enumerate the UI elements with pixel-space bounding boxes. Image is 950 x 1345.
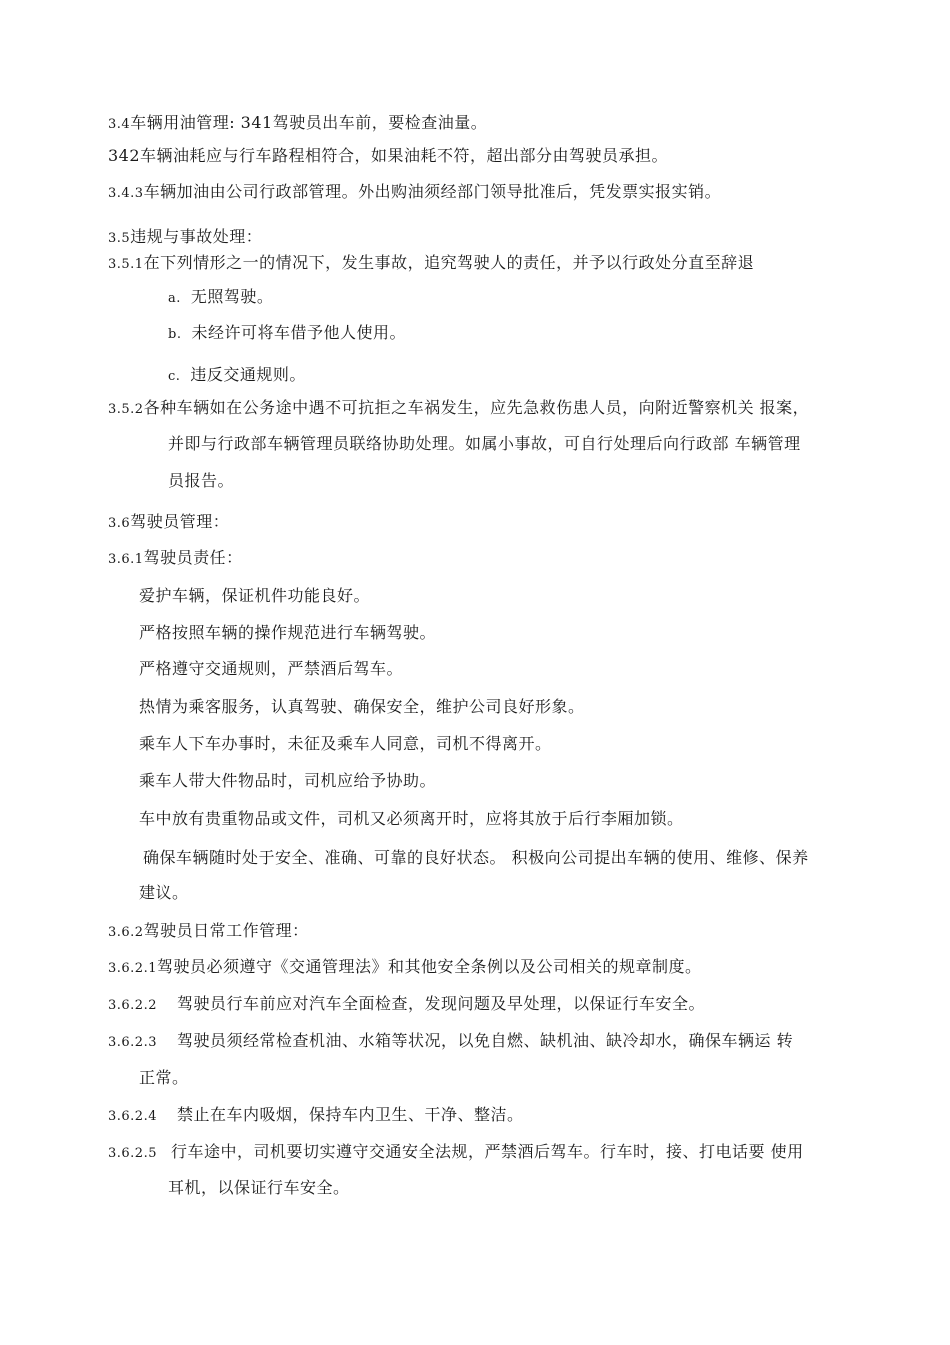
paragraph-3-6-2-2 [108, 994, 705, 1016]
list-marker: b. [168, 327, 182, 342]
heading-3-5 [108, 227, 262, 249]
paragraph-3-6-2-5 [108, 1142, 804, 1164]
section-number: 3.6 [108, 516, 131, 531]
paragraph-line: 并即与行政部车辆管理员联络协助处理。如属小事故，可自行处理后向行政部 车辆管理 [168, 434, 801, 453]
list-item: 乘车人下车办事时，未征及乘车人同意，司机不得离开。 [139, 734, 552, 753]
heading-3-6-1 [108, 548, 243, 570]
section-number: 3.6.2.5 [108, 1146, 157, 1161]
list-item-text: 未经许可将车借予他人使用。 [191, 323, 406, 342]
section-number: 3.5.1 [108, 257, 144, 272]
heading-text: 违规与事故处理： [130, 227, 263, 246]
heading-text: 驾驶员管理： [130, 512, 230, 531]
heading-text: 驾驶员责任： [143, 548, 243, 567]
section-number: 3.6.2 [108, 925, 144, 940]
paragraph-3-5-2 [108, 398, 809, 420]
list-item-continuation: 建议。 [139, 883, 189, 902]
heading-3-6-2 [108, 921, 309, 943]
list-item: 严格遵守交通规则，严禁酒后驾车。 [139, 659, 404, 678]
paragraph-text: 车辆加油由公司行政部管理。外出购油须经部门领导批准后，凭发票实报实销。 [143, 182, 722, 201]
section-number: 3.4 [108, 117, 131, 132]
paragraph-3-6-2-3 [108, 1031, 793, 1053]
paragraph-3-6-2-1 [108, 957, 702, 979]
paragraph-text: 驾驶员行车前应对汽车全面检查，发现问题及早处理，以保证行车安全。 [176, 994, 705, 1013]
list-item-text: 无照驾驶。 [190, 287, 274, 306]
section-number: 3.4.3 [108, 186, 144, 201]
paragraph-text: 驾驶员必须遵守《交通管理法》和其他安全条例以及公司相关的规章制度。 [156, 957, 702, 976]
paragraph-line: 行车途中，司机要切实遵守交通安全法规，严禁酒后驾车。行车时，接、打电话要 使用 [170, 1142, 804, 1161]
list-item: 确保车辆随时处于安全、准确、可靠的良好状态。 积极向公司提出车辆的使用、维修、保养 [143, 848, 809, 867]
list-item [168, 323, 406, 345]
paragraph-3-6-2-4 [108, 1105, 524, 1127]
list-item [168, 365, 306, 387]
paragraph-line: 耳机，以保证行车安全。 [168, 1178, 350, 1197]
section-number: 3.6.1 [108, 552, 144, 567]
paragraph-text: 342车辆油耗应与行车路程相符合，如果油耗不符，超出部分由驾驶员承担。 [108, 146, 669, 165]
paragraph-text: 在下列情形之一的情况下，发生事故，追究驾驶人的责任，并予以行政处分直至辞退 [143, 253, 755, 272]
paragraph-3-5-1 [108, 253, 754, 275]
paragraph-3-4-3 [108, 182, 721, 204]
paragraph-line: 驾驶员须经常检查机油、水箱等状况，以免自燃、缺机油、缺冷却水，确保车辆运 转 [176, 1031, 794, 1050]
paragraph-line: 正常。 [139, 1068, 189, 1087]
section-number: 3.6.2.2 [108, 998, 157, 1013]
paragraph-3-4 [108, 113, 487, 135]
paragraph-3-4-2 [108, 146, 668, 166]
paragraph-text: 禁止在车内吸烟，保持车内卫生、干净、整洁。 [176, 1105, 524, 1124]
paragraph-line: 各种车辆如在公务途中遇不可抗拒之车祸发生，应先急救伤患人员，向附近警察机关 报案， [143, 398, 810, 417]
list-item: 热情为乘客服务，认真驾驶、确保安全，维护公司良好形象。 [139, 697, 585, 716]
section-number: 3.6.2.1 [108, 961, 157, 976]
list-item: 爱护车辆，保证机件功能良好。 [139, 586, 371, 605]
paragraph-line: 员报告。 [168, 471, 235, 490]
section-number: 3.6.2.4 [108, 1109, 157, 1124]
section-number: 3.5 [108, 231, 131, 246]
list-marker: c. [168, 369, 181, 384]
heading-3-6 [108, 512, 229, 534]
paragraph-text: 车辆用油管理: 341驾驶员出车前，要检查油量。 [130, 113, 488, 132]
list-item: 乘车人带大件物品时，司机应给予协助。 [139, 771, 437, 790]
list-marker: a. [168, 291, 181, 306]
list-item [168, 287, 273, 309]
section-number: 3.6.2.3 [108, 1035, 157, 1050]
section-number: 3.5.2 [108, 402, 144, 417]
list-item: 严格按照车辆的操作规范进行车辆驾驶。 [139, 623, 437, 642]
list-item: 车中放有贵重物品或文件，司机又必须离开时，应将其放于后行李厢加锁。 [139, 809, 684, 828]
list-item-text: 违反交通规则。 [190, 365, 306, 384]
heading-text: 驾驶员日常工作管理： [143, 921, 309, 940]
